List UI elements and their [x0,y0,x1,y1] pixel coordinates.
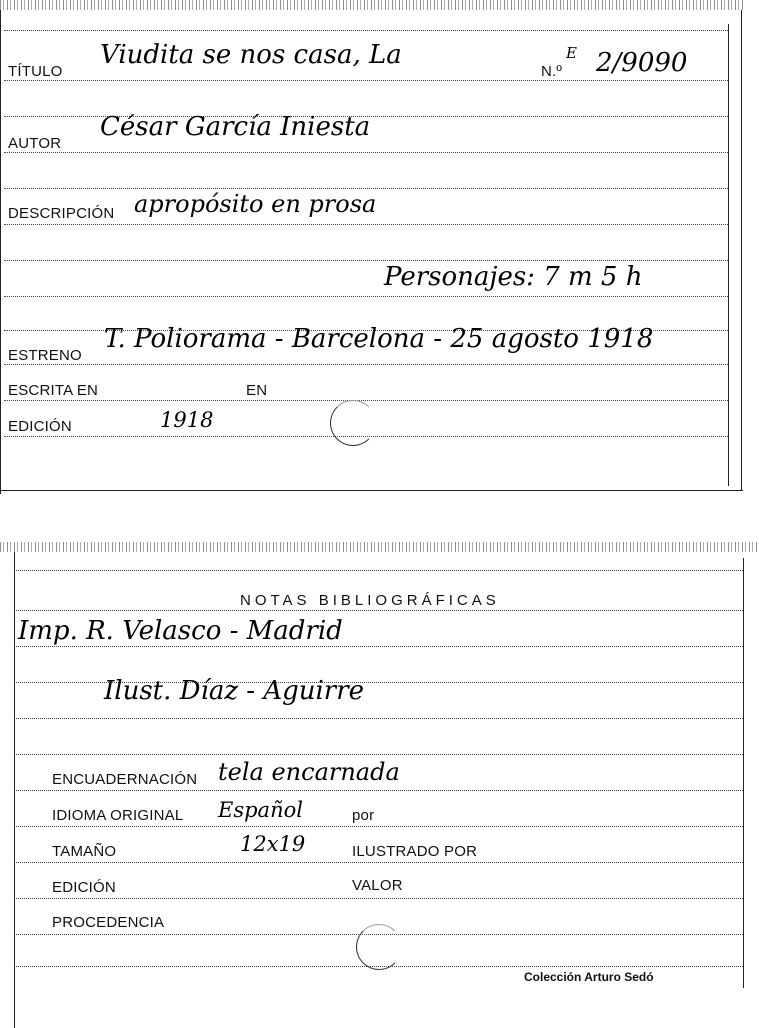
number-value: 2/9090 [596,48,688,78]
ruled-line [14,718,743,719]
card-right-border [743,558,744,988]
by-label: por [352,807,375,824]
ruled-line [4,30,728,31]
punch-hole [356,924,402,970]
illustrator-value: Ilust. Díaz - Aguirre [104,676,365,706]
edition-label: EDICIÓN [8,418,72,435]
card-bottom-border [0,490,743,491]
ruled-line [14,898,743,899]
edition-value: 1918 [160,408,214,432]
value-label: VALOR [352,877,403,894]
binding-value: tela encarnada [218,758,400,786]
ruled-line [14,570,743,571]
ruled-line [4,400,728,401]
ruled-line [14,862,743,863]
ruled-line [14,754,743,755]
en-label: EN [246,382,268,399]
ruled-line [4,188,728,189]
ruled-line [14,646,743,647]
torn-edge [0,0,743,10]
collection-credit: Colección Arturo Sedó [524,970,654,984]
author-value: César García Iniesta [100,112,371,142]
number-label: N.º [541,63,563,80]
premiere-label: ESTRENO [8,347,82,364]
title-label: TÍTULO [8,63,63,80]
ruled-line [4,296,728,297]
ruled-line [14,610,743,611]
ruled-line [4,260,728,261]
description-value: apropósito en prosa [134,190,377,218]
written-in-label: ESCRITA EN [8,382,99,399]
punch-hole [330,400,376,446]
ruled-line [4,364,728,365]
ruled-line [14,826,743,827]
card-left-border [0,10,1,494]
language-label: IDIOMA ORIGINAL [52,807,184,824]
ruled-line [4,224,728,225]
author-label: AUTOR [8,135,62,152]
binding-label: ENCUADERNACIÓN [52,771,198,788]
number-prefix: E [566,44,577,62]
description-label: DESCRIPCIÓN [8,205,115,222]
card-right-border [728,24,729,486]
size-value: 12x19 [240,832,306,856]
title-value: Viudita se nos casa, La [100,40,402,70]
language-value: Español [218,798,303,822]
ruled-line [14,790,743,791]
edition-label: EDICIÓN [52,879,116,896]
ruled-line [4,80,728,81]
provenance-label: PROCEDENCIA [52,914,165,931]
bibliographic-notes-card [0,536,759,1028]
torn-edge [0,542,759,552]
size-label: TAMAÑO [52,843,117,860]
illustrated-by-label: ILUSTRADO POR [352,843,478,860]
printer-value: Imp. R. Velasco - Madrid [18,616,343,646]
premiere-value: T. Poliorama - Barcelona - 25 agosto 1918 [104,324,654,354]
characters-value: Personajes: 7 m 5 h [384,262,643,292]
ruled-line [4,152,728,153]
catalog-card [0,0,743,494]
card-edge [741,10,742,490]
notes-heading: NOTAS BIBLIOGRÁFICAS [240,592,500,609]
